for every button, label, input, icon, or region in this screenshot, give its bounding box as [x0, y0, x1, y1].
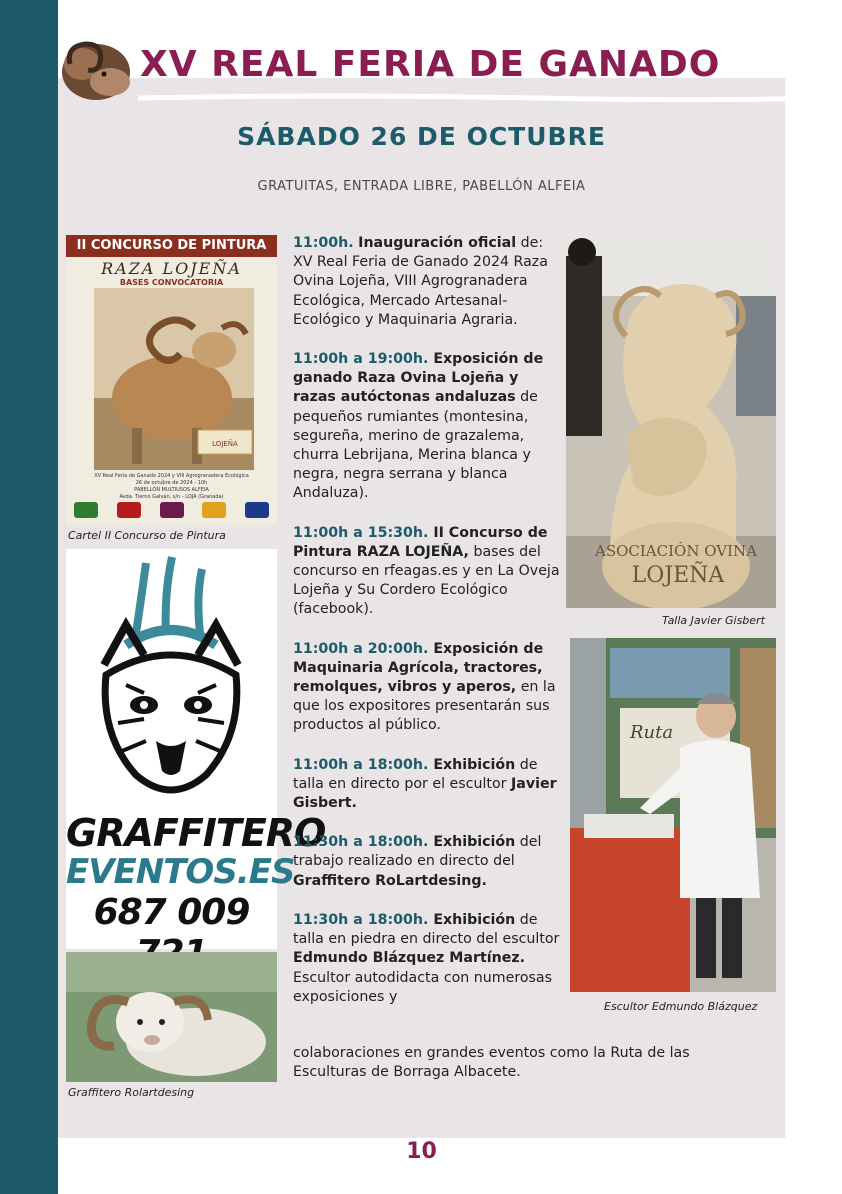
diputacion-logo — [117, 502, 141, 518]
wood-sculpture-photo — [566, 236, 776, 608]
loja-logo — [160, 502, 184, 518]
header — [58, 28, 842, 106]
event-stone-carving: 11:30h a 18:00h. Exhibición de talla en piedra en directo del escultor Edmundo Blázquez Martínez. Escultor autodidacta con numerosas exposiciones y — [293, 911, 560, 1005]
left-color-bar — [0, 0, 58, 1194]
ram-painting-image — [94, 288, 254, 470]
phone-text: 687 009 — [93, 892, 250, 933]
graffitero-text: GRAFFITERO — [66, 811, 326, 855]
graffitero-logo — [66, 549, 326, 949]
ram-head-icon — [58, 34, 134, 104]
event-inauguration: 11:00h. Inauguración oficial de: XV Real Feria de Ganado 2024 Raza Ovina Lojeña, VIII Agrogranadera Ecológica, Mercado Artesanal-Ecológico y Maquinaria Agraria. — [293, 235, 548, 328]
main-title: XV REAL FERIA DE GANADO — [140, 44, 721, 85]
poster-caption: Cartel II Concurso de Pintura — [68, 529, 226, 542]
event-painting-contest: 11:00h a 15:30h. II Concurso de Pintura RAZA LOJEÑA, bases del concurso en rfeagas.es y en La Oveja Lojeña y Su Cordero Ecológico (facebook). — [293, 524, 560, 618]
poster-fine-print: XV Real Feria de Ganado 2024 y VIII Agrogranadera Ecológica 26 de octubre de 2024 - 10h PABELLÓN MULTIUSOS ALFEIA Avda. Tierno Galván, s/n - LOJA (Granada) — [94, 473, 249, 500]
title-brush-stroke — [138, 92, 828, 102]
subtitle: GRATUITAS, ENTRADA LIBRE, PABELLÓN ALFEIA — [257, 179, 586, 194]
poster-sponsor-logos — [74, 499, 269, 521]
event-stone-carving-continuation: colaboraciones en grandes eventos como la Ruta de las Esculturas de Borraga Albacete. — [293, 1045, 690, 1081]
lynx-crown-icon — [96, 555, 246, 811]
event-graffiti: 11:30h a 18:00h. Exhibición del trabajo realizado en directo del Graffitero RoLartdesing. — [293, 834, 542, 889]
poster-breed-label: RAZA LOJEÑA — [101, 259, 242, 278]
poster-top-label: II CONCURSO DE PINTURA — [66, 235, 277, 257]
date-heading: SÁBADO 26 DE OCTUBRE — [237, 122, 606, 151]
event-carving-gisbert: 11:00h a 18:00h. Exhibición de talla en directo por el escultor Javier Gisbert. — [293, 756, 557, 812]
sculpture-text-1: ASOCIACIÓN OVINA — [595, 542, 757, 560]
banner-text: Ruta — [630, 722, 674, 743]
event-livestock-exhibition: 11:00h a 19:00h. Exposición de ganado Raza Ovina Lojeña y razas autóctonas andaluzas de pequeños rumiantes (montesina, segureña, merino de grazalema, churra Lebrijana, Merina blanca y negra, negra serrana y blanca Andaluza). — [293, 351, 544, 502]
poniente-logo — [202, 502, 226, 518]
event-schedule — [293, 234, 565, 1027]
event-machinery-exhibition: 11:00h a 20:00h. Exposición de Maquinaria Agrícola, tractores, remolques, vibros y aperos, en la que los expositores presentarán sus productos al público. — [293, 640, 556, 734]
sculpture-text-2: LOJEÑA — [631, 563, 725, 588]
photo2-caption: Escultor Edmundo Blázquez — [604, 1000, 758, 1013]
poster-bases-label: BASES CONVOCATORIA — [119, 278, 224, 287]
eventos-text: EVENTOS.ES — [66, 852, 295, 892]
sheep-mural-image — [66, 952, 277, 1082]
stone-sculptor-photo — [570, 638, 776, 992]
photo1-caption: Talla Javier Gisbert — [662, 614, 765, 627]
contest-poster — [66, 235, 277, 525]
graffiti-caption: Graffitero Rolartdesing — [68, 1086, 195, 1099]
page-number: 10 — [406, 1139, 437, 1164]
junta-logo — [74, 502, 98, 518]
svg-text:LOJEÑA: LOJEÑA — [212, 440, 238, 448]
federacion-logo — [245, 502, 269, 518]
